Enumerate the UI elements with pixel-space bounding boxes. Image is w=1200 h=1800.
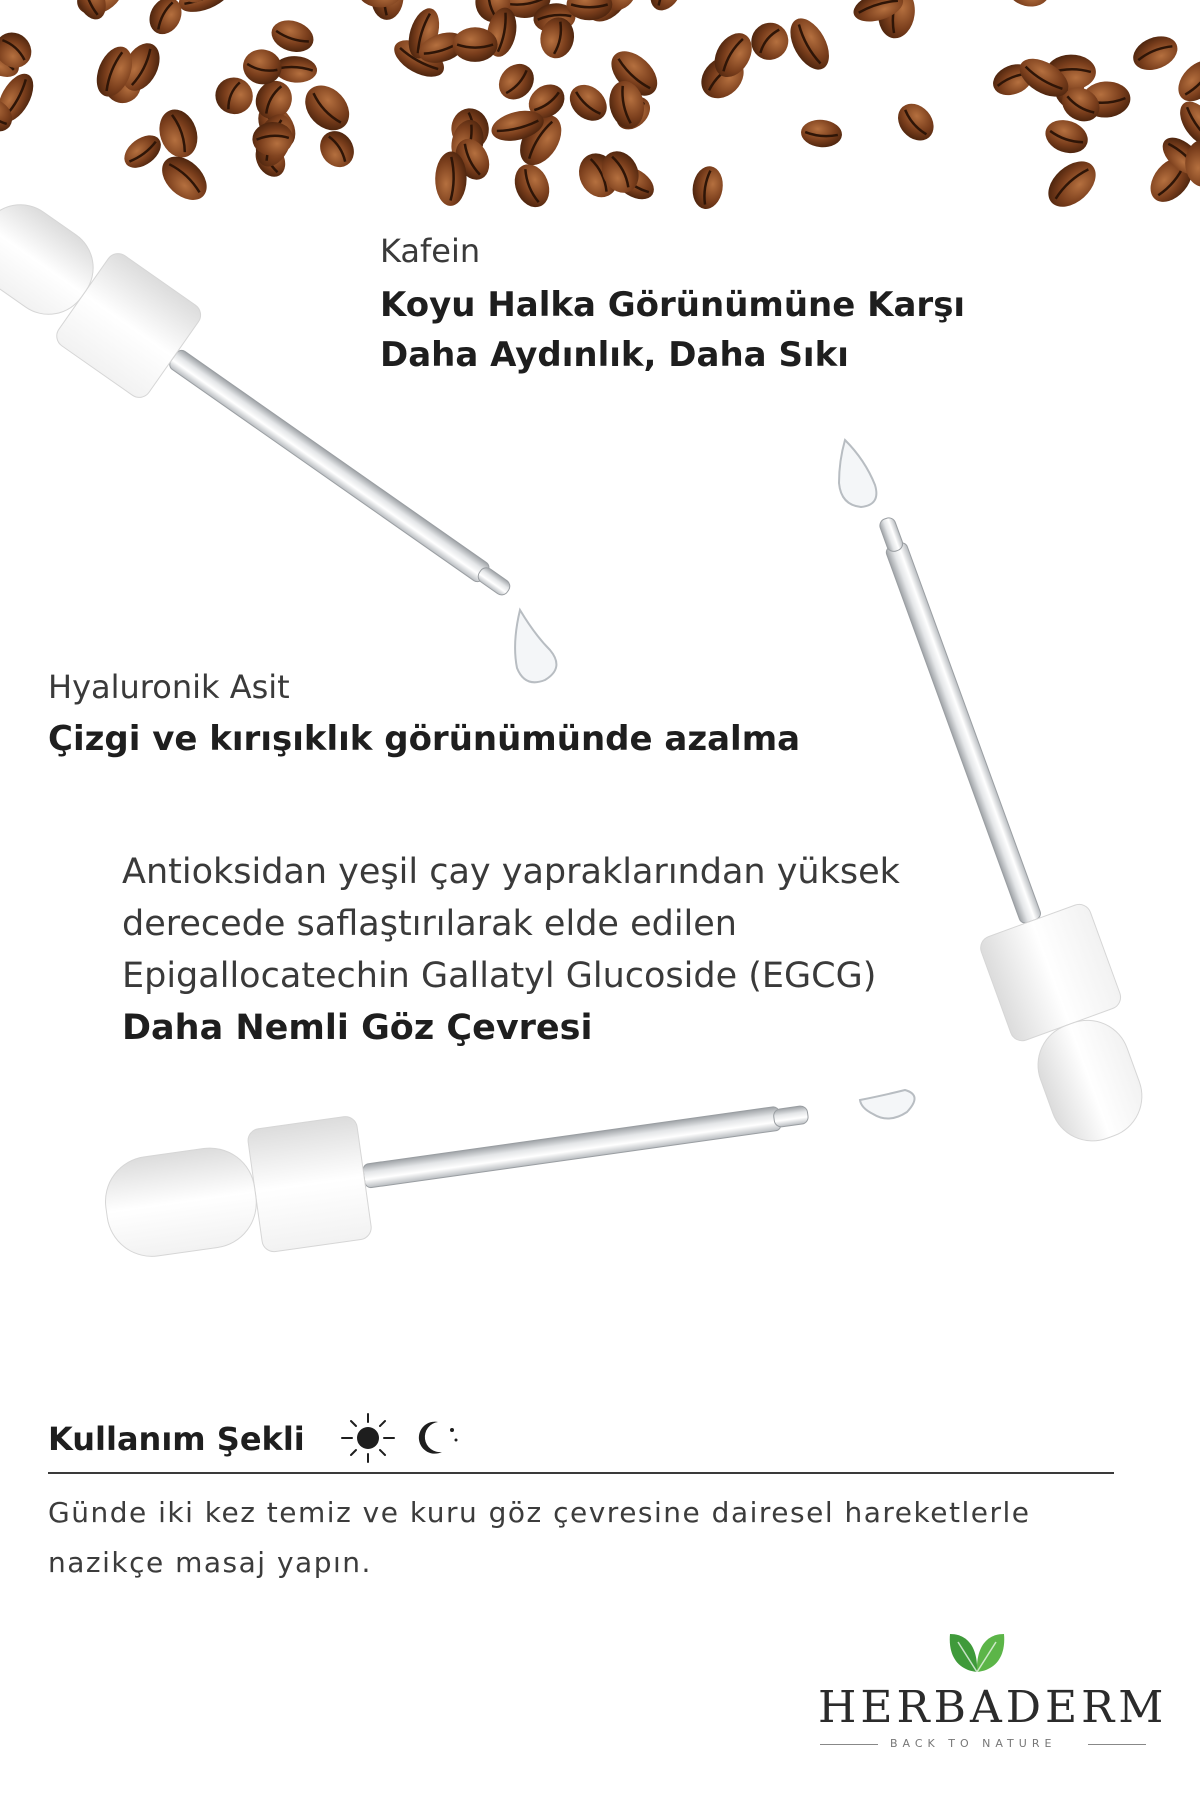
dropper-icon: [98, 1053, 816, 1274]
coffee-bean-icon: [690, 164, 726, 211]
egcg-description-line1: Antioksidan yeşil çay yapraklarından yüksek: [122, 852, 900, 892]
usage-text-line1: Günde iki kez temiz ve kuru göz çevresine dairesel hareketlerle: [48, 1496, 1031, 1529]
coffee-bean-icon: [174, 0, 236, 19]
brand-tagline: BACK TO NATURE: [890, 1737, 1057, 1750]
hyaluronic-benefit: Çizgi ve kırışıklık görünümünde azalma: [48, 719, 801, 759]
coffee-bean-icon: [1128, 30, 1182, 76]
usage-title: Kullanım Şekli: [48, 1420, 305, 1458]
coffee-bean-icon: [800, 118, 843, 149]
sun-icon: [342, 1414, 394, 1462]
tagline-rule-right: [1088, 1744, 1146, 1745]
coffee-bean-icon: [1040, 152, 1105, 215]
usage-divider: [48, 1472, 1114, 1474]
coffee-bean-icon: [891, 97, 941, 148]
coffee-bean-icon: [267, 15, 317, 57]
coffee-bean-icon: [71, 0, 112, 24]
kafein-benefit-line1: Koyu Halka Görünümüne Karşı: [380, 285, 966, 325]
coffee-bean-icon: [563, 77, 614, 128]
coffee-bean-icon: [296, 77, 358, 139]
coffee-beans: [0, 0, 1200, 216]
tagline-rule-left: [820, 1744, 878, 1745]
dropper-icon: [831, 499, 1165, 1157]
coffee-bean-icon: [644, 0, 689, 16]
egcg-benefit: Daha Nemli Göz Çevresi: [122, 1008, 593, 1048]
coffee-bean-icon: [153, 104, 203, 162]
coffee-bean-icon: [782, 12, 837, 76]
kafein-benefit-line2: Daha Aydınlık, Daha Sıkı: [380, 335, 849, 375]
coffee-bean-icon: [1171, 53, 1200, 109]
coffee-bean-icon: [313, 125, 360, 174]
coffee-bean-icon: [1005, 0, 1052, 10]
coffee-bean-icon: [435, 151, 467, 206]
kafein-ingredient: Kafein: [380, 232, 481, 270]
egcg-description-line3: Epigallocatechin Gallatyl Glucoside (EGCG): [122, 956, 877, 996]
brand-name: HERBADERM: [818, 1682, 1168, 1733]
moon-icon: [419, 1422, 458, 1454]
usage-text-line2: nazikçe masaj yapın.: [48, 1546, 372, 1579]
coffee-bean-icon: [744, 15, 796, 67]
leaf-icon: [944, 1628, 1010, 1676]
coffee-bean-icon: [509, 159, 556, 212]
coffee-bean-icon: [453, 27, 498, 62]
usage-icons: [340, 1408, 470, 1468]
egcg-description-line2: derecede saflaştırılarak elde edilen: [122, 904, 737, 944]
hyaluronic-ingredient: Hyaluronik Asit: [48, 668, 290, 706]
coffee-bean-icon: [118, 129, 167, 175]
